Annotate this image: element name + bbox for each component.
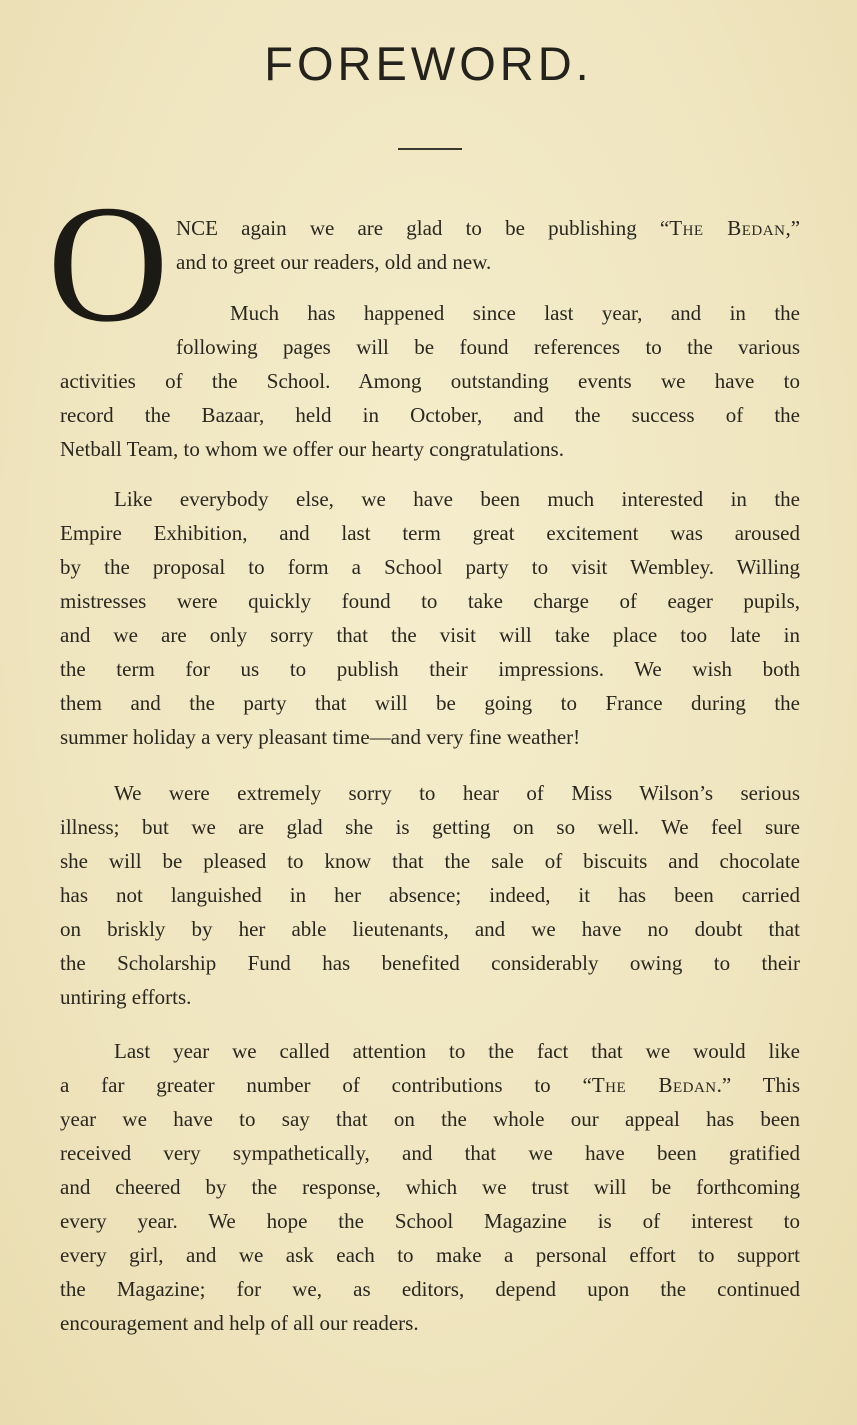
para3-line: she will be pleased to know that the sale of biscuits and chocolate: [60, 849, 800, 873]
para1-line: record the Bazaar, held in October, and the success of the: [60, 403, 800, 427]
para1-line: following pages will be found references to the various: [176, 335, 800, 359]
intro-block: [176, 211, 800, 279]
para1-line: Netball Team, to whom we offer our hearty congratulations.: [60, 437, 564, 461]
para2-line: them and the party that will be going to France during the: [60, 691, 800, 715]
paragraph-4: [60, 1034, 800, 1340]
paragraph-1: [60, 296, 800, 466]
para2-line: Empire Exhibition, and last term great excitement was aroused: [60, 521, 800, 545]
para3-line: has not languished in her absence; indeed, it has been carried: [60, 883, 800, 907]
para1-line: Much has happened since last year, and in the: [230, 301, 800, 325]
para4-line: encouragement and help of all our readers.: [60, 1311, 419, 1335]
para4-line: and cheered by the response, which we trust will be forthcoming: [60, 1175, 800, 1199]
title-rule: [398, 148, 462, 150]
para3-line: untiring efforts.: [60, 985, 192, 1009]
para2-line: and we are only sorry that the visit will take place too late in: [60, 623, 800, 647]
intro-line-2: and to greet our readers, old and new.: [176, 250, 492, 274]
para3-line: illness; but we are glad she is getting on so well. We feel sure: [60, 815, 800, 839]
para4-line: every year. We hope the School Magazine is of interest to: [60, 1209, 800, 1233]
para1-line: activities of the School. Among outstanding events we have to: [60, 369, 800, 393]
intro-line-1: NCE again we are glad to be publishing “The Bedan,”: [176, 216, 801, 240]
para2-line: by the proposal to form a School party to visit Wembley. Willing: [60, 555, 800, 579]
para3-line: We were extremely sorry to hear of Miss Wilson’s serious: [114, 781, 800, 805]
para4-line: year we have to say that on the whole our appeal has been: [60, 1107, 800, 1131]
para4-line: received very sympathetically, and that we have been gratified: [60, 1141, 800, 1165]
para2-line: mistresses were quickly found to take charge of eager pupils,: [60, 589, 800, 613]
para4-line: Last year we called attention to the fact that we would like: [114, 1039, 800, 1063]
dropcap-letter: O: [47, 171, 169, 357]
para3-line: the Scholarship Fund has benefited considerably owing to their: [60, 951, 800, 975]
para2-line: the term for us to publish their impressions. We wish both: [60, 657, 800, 681]
para4-line: every girl, and we ask each to make a personal effort to support: [60, 1243, 800, 1267]
page-title: FOREWORD.: [264, 37, 593, 90]
paragraph-3: [60, 776, 800, 1014]
paragraph-2: [60, 482, 800, 754]
para2-line: Like everybody else, we have been much interested in the: [114, 487, 800, 511]
para2-line: summer holiday a very pleasant time—and very fine weather!: [60, 725, 581, 749]
para3-line: on briskly by her able lieutenants, and we have no doubt that: [60, 917, 800, 941]
para4-line: the Magazine; for we, as editors, depend upon the continued: [60, 1277, 800, 1301]
para4-line: a far greater number of contributions to “The Bedan.” This: [60, 1073, 800, 1097]
